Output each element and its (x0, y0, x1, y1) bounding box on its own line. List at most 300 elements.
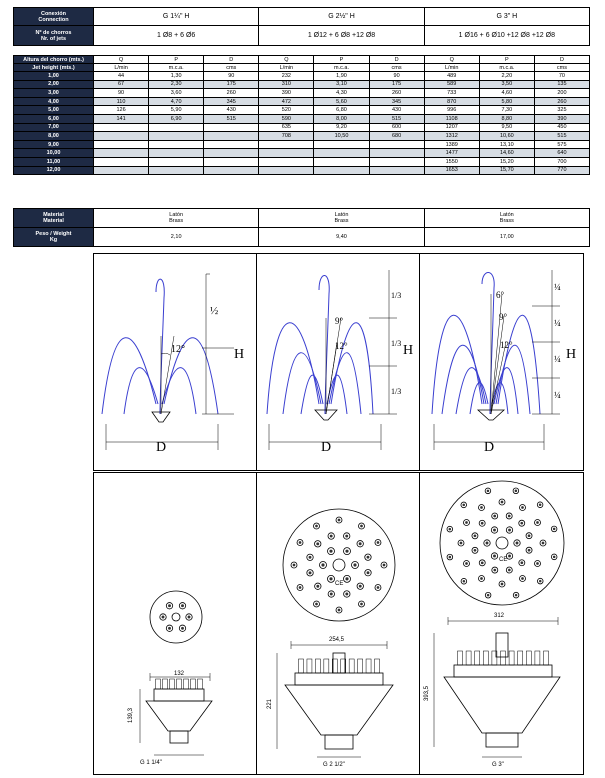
cell-m3-q: 1108 (424, 114, 479, 123)
cell-m1-p: 5,90 (149, 106, 204, 115)
nozzle-hole-center (465, 562, 468, 565)
nozzle-hole-center (486, 542, 489, 545)
height-label: H (234, 347, 245, 362)
nozzle-hole-center (508, 555, 511, 558)
cell-m3-q: 489 (424, 72, 479, 81)
nozzle-drawing-1 (93, 472, 258, 775)
nozzle-drawing-3 (419, 472, 584, 775)
cell-m1-q: 126 (94, 106, 149, 115)
weight-1: 2,10 (94, 228, 259, 247)
cell-m3-d: 640 (534, 149, 589, 158)
cell-m3-p: 5,80 (479, 97, 534, 106)
nozzle-hole-center (315, 603, 318, 606)
nozzle-hole-center (345, 535, 348, 538)
material-3: Latón Brass (424, 209, 589, 228)
jet-height: 8,00 (14, 132, 94, 141)
nozzle-hole-center (181, 627, 184, 630)
table-row (14, 132, 590, 141)
center-nozzle (496, 537, 508, 549)
cell-m2-d: 430 (369, 106, 424, 115)
jet-height: 2,00 (14, 80, 94, 89)
unit-d-1: cms (204, 64, 259, 72)
nozzle-hole-center (360, 525, 363, 528)
nozzle-tube (315, 659, 320, 673)
connection-2: G 2½" H (259, 8, 424, 26)
cell-m2-p: 6,80 (314, 106, 369, 115)
cell-m1-p (149, 157, 204, 166)
cell-m2-d: 515 (369, 114, 424, 123)
nozzle-hole-center (516, 542, 519, 545)
cell-m1-p (149, 166, 204, 175)
cell-m2-q (259, 140, 314, 149)
cell-m1-d (204, 123, 259, 132)
angle-label-3: 12° (500, 340, 513, 350)
cell-m1-d: 345 (204, 97, 259, 106)
unit-q-1: L/min (94, 64, 149, 72)
cell-m3-q: 589 (424, 80, 479, 89)
cell-m1-d (204, 149, 259, 158)
cell-m3-d: 70 (534, 72, 589, 81)
nozzle-tube (475, 651, 480, 665)
col-d-2: D (369, 56, 424, 64)
nozzle-hole-center (539, 580, 542, 583)
nozzle-hole-center (449, 556, 452, 559)
nozzle-hole-center (493, 569, 496, 572)
col-p-3: P (479, 56, 534, 64)
height-dim: 139,3 (128, 707, 134, 723)
nozzle-tube (170, 679, 175, 689)
jet-height: 3,00 (14, 89, 94, 98)
connection-dim: G 3" (492, 762, 504, 768)
cell-m3-p: 3,50 (479, 80, 534, 89)
nozzle-hole-center (345, 577, 348, 580)
jet-height: 9,00 (14, 140, 94, 149)
table-row (14, 166, 590, 175)
cell-m1-q: 67 (94, 80, 149, 89)
col-d-1: D (204, 56, 259, 64)
center-nozzle (172, 613, 180, 621)
nozzle-hole-center (542, 542, 545, 545)
nozzle-tube (509, 651, 514, 665)
cell-m1-d: 430 (204, 106, 259, 115)
cell-m1-p: 2,30 (149, 80, 204, 89)
nozzle-hole-center (520, 561, 523, 564)
nozzle-hole-center (520, 522, 523, 525)
nozzle-hole-center (487, 594, 490, 597)
spray-diagram-2 (256, 253, 421, 471)
connection-table (13, 7, 590, 46)
cell-m3-q: 996 (424, 106, 479, 115)
cell-m2-p: 3,10 (314, 80, 369, 89)
cell-m3-p: 4,60 (479, 89, 534, 98)
cell-m2-q: 590 (259, 114, 314, 123)
cell-m3-p: 15,20 (479, 157, 534, 166)
cell-m2-q (259, 157, 314, 166)
cell-m3-d: 325 (534, 106, 589, 115)
jet-height: 4,00 (14, 97, 94, 106)
angle-label-2: 9° (499, 312, 508, 322)
table-row (14, 72, 590, 81)
cell-m2-d: 175 (369, 80, 424, 89)
spray-diagram-3 (419, 253, 584, 471)
cell-m3-p: 9,50 (479, 123, 534, 132)
nozzle-hole-center (508, 529, 511, 532)
nozzle-hole-center (449, 528, 452, 531)
nozzle-hole-center (487, 490, 490, 493)
table-row (14, 106, 590, 115)
cell-m1-q: 44 (94, 72, 149, 81)
cell-m3-p: 2,20 (479, 72, 534, 81)
nozzle-tube (177, 679, 182, 689)
cell-m2-d (369, 157, 424, 166)
cell-m2-q: 472 (259, 97, 314, 106)
diameter-label: D (484, 440, 495, 455)
nozzle-hole-center (515, 594, 518, 597)
nozzle-tube (191, 679, 196, 689)
col-q-3: Q (424, 56, 479, 64)
cell-m3-q: 1477 (424, 149, 479, 158)
table-row (14, 149, 590, 158)
nozzle-hole-center (168, 627, 171, 630)
connection-1: G 1¼" H (94, 8, 259, 26)
nozzle-hole-center (480, 577, 483, 580)
nozzle-hole-center (465, 521, 468, 524)
nozzle-tube (307, 659, 312, 673)
cell-m2-p (314, 157, 369, 166)
center-nozzle (333, 559, 345, 571)
cell-m3-q: 870 (424, 97, 479, 106)
cell-m2-q: 520 (259, 106, 314, 115)
connection-label: Conexión Connection (14, 8, 94, 26)
nozzle-tube (483, 651, 488, 665)
nozzle-hole-center (515, 490, 518, 493)
cell-m1-d: 260 (204, 89, 259, 98)
nozzle-hole-center (168, 604, 171, 607)
nozzle-hole-center (181, 604, 184, 607)
cell-m2-d: 600 (369, 123, 424, 132)
cell-m1-d: 90 (204, 72, 259, 81)
cell-m3-p: 8,80 (479, 114, 534, 123)
cell-m3-q: 733 (424, 89, 479, 98)
nozzle-tube (366, 659, 371, 673)
height-dim: 393,5 (424, 685, 430, 701)
nozzle-hole-center (315, 525, 318, 528)
connection-dim: G 2 1/2" (323, 762, 345, 768)
width-dim: 312 (494, 613, 505, 619)
nozzle-hole-center (309, 571, 312, 574)
cell-m3-q: 1389 (424, 140, 479, 149)
nozzle-hole-center (188, 616, 191, 619)
fraction-label-2: 1/3 (391, 339, 402, 348)
angle-label: 12° (171, 344, 185, 355)
nozzle-tube (299, 659, 304, 673)
nozzle-hole-center (359, 585, 362, 588)
height-dim: 221 (267, 698, 273, 709)
cell-m2-q: 635 (259, 123, 314, 132)
fraction-label-1: 1/3 (391, 291, 402, 300)
nozzle-hole-center (299, 586, 302, 589)
nozzle-hole-center (316, 542, 319, 545)
cell-m1-q (94, 157, 149, 166)
table-row (14, 97, 590, 106)
nozzle-hole-center (345, 550, 348, 553)
cell-m2-p: 10,50 (314, 132, 369, 141)
cell-m2-p: 8,00 (314, 114, 369, 123)
cell-m1-q (94, 149, 149, 158)
cell-m3-q: 1653 (424, 166, 479, 175)
cell-m1-d: 515 (204, 114, 259, 123)
fraction-label-1: ¼ (554, 282, 561, 292)
cell-m3-p: 10,60 (479, 132, 534, 141)
jet-height: 10,00 (14, 149, 94, 158)
cell-m3-q: 1550 (424, 157, 479, 166)
cell-m2-q: 232 (259, 72, 314, 81)
nozzle-hole-center (360, 603, 363, 606)
cell-m1-d: 175 (204, 80, 259, 89)
nozzle-hole-center (377, 586, 380, 589)
cell-m2-d: 680 (369, 132, 424, 141)
nozzle-tube (358, 659, 363, 673)
nozzle-hole-center (345, 593, 348, 596)
nozzle-hole-center (508, 515, 511, 518)
cell-m2-p: 1,90 (314, 72, 369, 81)
nozzle-hole-center (539, 503, 542, 506)
nozzle-hole-center (536, 562, 539, 565)
cell-m3-p: 15,70 (479, 166, 534, 175)
nozzle-hole-center (367, 556, 370, 559)
cell-m1-q (94, 166, 149, 175)
cell-m2-p (314, 140, 369, 149)
spray-diagram-1 (93, 253, 258, 471)
ce-mark: CE (499, 557, 508, 563)
jet-height-label-en: Jet height (mts.) (14, 64, 94, 72)
nozzle-hole-center (353, 563, 356, 566)
nozzle-tube (375, 659, 380, 673)
jets-3: 1 Ø16 + 6 Ø10 +12 Ø8 +12 Ø8 (424, 26, 589, 46)
angle-label-1: 6° (496, 290, 505, 300)
width-dim: 254,5 (329, 637, 345, 643)
nozzle-hole-center (367, 571, 370, 574)
cell-m3-d: 515 (534, 132, 589, 141)
cell-m2-p: 9,20 (314, 123, 369, 132)
cell-m1-q (94, 132, 149, 141)
nozzle-hole-center (377, 541, 380, 544)
nozzle-hole-center (338, 519, 341, 522)
cell-m3-p: 13,10 (479, 140, 534, 149)
jet-height: 11,00 (14, 157, 94, 166)
fraction-label-2: ¼ (554, 318, 561, 328)
cell-m3-d: 135 (534, 80, 589, 89)
weight-3: 17,00 (424, 228, 589, 247)
nozzle-hole-center (330, 593, 333, 596)
nozzle-hole-center (359, 542, 362, 545)
jet-height: 7,00 (14, 123, 94, 132)
unit-p-1: m.c.a. (149, 64, 204, 72)
nozzle-hole-center (293, 564, 296, 567)
unit-q-2: L/min (259, 64, 314, 72)
nozzle-hole-center (316, 585, 319, 588)
cell-m1-d (204, 132, 259, 141)
nozzle-tube (198, 679, 203, 689)
cell-m1-p (149, 132, 204, 141)
jet-height: 5,00 (14, 106, 94, 115)
cell-m3-q: 1207 (424, 123, 479, 132)
cell-m2-q: 708 (259, 132, 314, 141)
weight-2: 9,40 (259, 228, 424, 247)
cell-m3-d: 575 (534, 140, 589, 149)
table-row (14, 80, 590, 89)
nozzle-hole-center (462, 504, 465, 507)
cell-m2-p (314, 149, 369, 158)
table-row (14, 157, 590, 166)
nozzle-tube (518, 651, 523, 665)
material-label: Material Material (14, 209, 94, 228)
fraction-label: ½ (210, 305, 219, 317)
cell-m2-d: 260 (369, 89, 424, 98)
jets-1: 1 Ø8 + 6 Ø6 (94, 26, 259, 46)
nozzle-hole-center (474, 534, 477, 537)
cell-m1-p: 3,60 (149, 89, 204, 98)
col-q-1: Q (94, 56, 149, 64)
cell-m3-d: 260 (534, 97, 589, 106)
nozzle-hole-center (383, 564, 386, 567)
cell-m3-d: 450 (534, 123, 589, 132)
table-row (14, 89, 590, 98)
nozzle-hole-center (330, 535, 333, 538)
nozzle-hole-center (553, 556, 556, 559)
jet-height: 12,00 (14, 166, 94, 175)
table-row (14, 140, 590, 149)
nozzle-tube (544, 651, 549, 665)
nozzle-hole-center (493, 515, 496, 518)
nozzle-hole-center (299, 541, 302, 544)
cell-m1-d (204, 140, 259, 149)
nozzle-hole-center (463, 580, 466, 583)
cell-m2-q (259, 166, 314, 175)
material-1: Latón Brass (94, 209, 259, 228)
cell-m1-q: 110 (94, 97, 149, 106)
table-row (14, 123, 590, 132)
nozzle-hole-center (528, 549, 531, 552)
jet-height: 1,00 (14, 72, 94, 81)
cell-m2-p: 5,60 (314, 97, 369, 106)
weight-label: Peso / Weight Kg (14, 228, 94, 247)
nozzle-tube (466, 651, 471, 665)
diameter-label: D (321, 440, 332, 455)
col-p-2: P (314, 56, 369, 64)
nozzle-hole-center (460, 542, 463, 545)
unit-p-2: m.c.a. (314, 64, 369, 72)
col-p-1: P (149, 56, 204, 64)
nozzle-tube (458, 651, 463, 665)
cell-m2-q: 390 (259, 89, 314, 98)
diameter-label: D (156, 440, 167, 455)
jet-height-label-es: Altura del chorro (mts.) (14, 56, 94, 64)
nozzle-tube (156, 679, 161, 689)
unit-q-3: L/min (424, 64, 479, 72)
nozzle-tube (163, 679, 168, 689)
nozzle-hole-center (338, 609, 341, 612)
cell-m2-d (369, 140, 424, 149)
cell-m1-p: 4,70 (149, 97, 204, 106)
cell-m1-d (204, 166, 259, 175)
nozzle-hole-center (481, 561, 484, 564)
nozzle-hole-center (521, 577, 524, 580)
col-d-3: D (534, 56, 589, 64)
performance-table (13, 55, 590, 175)
nozzle-tube (526, 651, 531, 665)
cell-m2-d (369, 149, 424, 158)
cell-m3-d: 200 (534, 89, 589, 98)
width-dim: 132 (174, 671, 185, 677)
cell-m2-d: 90 (369, 72, 424, 81)
nozzle-hole-center (481, 522, 484, 525)
nozzle-hole-center (553, 528, 556, 531)
cell-m1-p: 1,30 (149, 72, 204, 81)
cell-m1-p (149, 149, 204, 158)
nozzle-tube (349, 659, 354, 673)
fraction-label-3: 1/3 (391, 387, 402, 396)
nozzle-tube (501, 651, 506, 665)
cell-m1-p: 6,90 (149, 114, 204, 123)
height-label: H (566, 347, 577, 362)
cell-m2-p (314, 166, 369, 175)
nozzle-hole-center (501, 501, 504, 504)
cell-m3-q: 1312 (424, 132, 479, 141)
nozzle-hole-center (521, 506, 524, 509)
connection-3: G 3" H (424, 8, 589, 26)
cell-m1-q: 141 (94, 114, 149, 123)
material-table (13, 208, 590, 247)
cell-m3-d: 700 (534, 157, 589, 166)
unit-d-2: cms (369, 64, 424, 72)
unit-p-3: m.c.a. (479, 64, 534, 72)
cell-m1-q: 90 (94, 89, 149, 98)
cell-m1-p (149, 140, 204, 149)
angle-label-2: 12° (335, 341, 348, 351)
fraction-label-3: ¼ (554, 354, 561, 364)
cell-m2-q: 310 (259, 80, 314, 89)
angle-label-1: 9° (335, 316, 344, 326)
ce-mark: CE (335, 581, 344, 587)
jets-2: 1 Ø12 + 6 Ø8 +12 Ø8 (259, 26, 424, 46)
fraction-label-4: ¼ (554, 390, 561, 400)
col-q-2: Q (259, 56, 314, 64)
cell-m3-p: 14,60 (479, 149, 534, 158)
nozzle-drawing-2 (256, 472, 421, 775)
nozzle-hole-center (474, 549, 477, 552)
nozzle-tube (535, 651, 540, 665)
cell-m2-q (259, 149, 314, 158)
cell-m3-p: 7,30 (479, 106, 534, 115)
cell-m2-p: 4,30 (314, 89, 369, 98)
cell-m1-p (149, 123, 204, 132)
height-label: H (403, 343, 414, 358)
nozzle-hole-center (528, 534, 531, 537)
nozzle-hole-center (329, 577, 332, 580)
cell-m1-q (94, 123, 149, 132)
nozzle-tube (184, 679, 189, 689)
material-2: Latón Brass (259, 209, 424, 228)
nozzle-hole-center (162, 616, 165, 619)
nozzle-tube (324, 659, 329, 673)
nozzle-hole-center (329, 550, 332, 553)
nozzle-hole-center (493, 555, 496, 558)
nozzle-hole-center (493, 529, 496, 532)
cell-m3-d: 390 (534, 114, 589, 123)
cell-m2-d: 345 (369, 97, 424, 106)
jets-label: Nº de chorros Nr. of jets (14, 26, 94, 46)
